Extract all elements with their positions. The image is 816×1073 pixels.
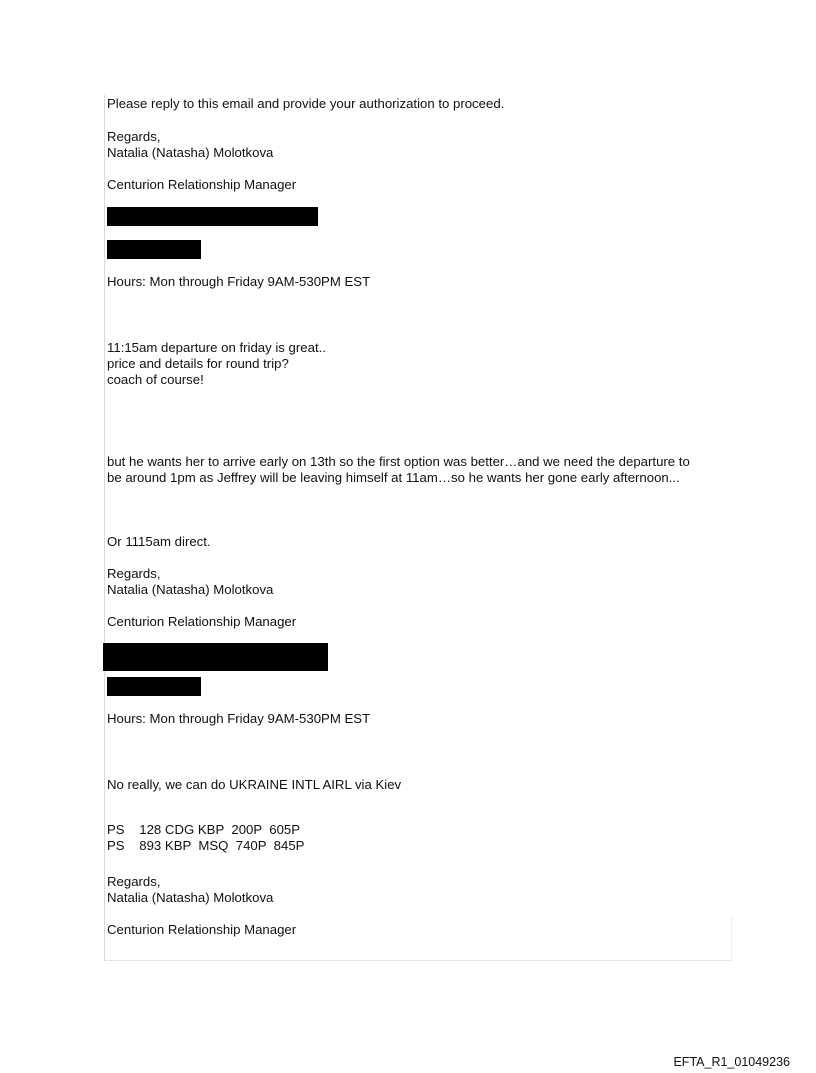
hours-text: Hours: Mon through Friday 9AM-530PM EST [107,274,371,289]
redaction-block [107,240,201,259]
reply-line: 11:15am departure on friday is great.. [107,340,326,355]
quote-bottom-border [104,960,732,961]
regards-text: Regards, [107,566,161,581]
quote-right-border [731,915,732,960]
redaction-block [107,677,201,696]
redaction-block [103,643,328,671]
option-text: Or 1115am direct. [107,534,211,549]
reply-line: but he wants her to arrive early on 13th so the first option was better…and we need the departure to [107,454,690,469]
sender-title: Centurion Relationship Manager [107,922,297,937]
flight-line: PS 128 CDG KBP 200P 605P [107,822,301,838]
redaction-block [107,207,318,226]
document-id: EFTA_R1_01049236 [673,1055,790,1069]
reply-line: be around 1pm as Jeffrey will be leaving himself at 11am…so he wants her gone early afternoon... [107,470,680,485]
sender-name: Natalia (Natasha) Molotkova [107,145,274,160]
sender-title: Centurion Relationship Manager [107,614,297,629]
regards-text: Regards, [107,874,161,889]
reply-line: price and details for round trip? [107,356,289,371]
reply-line: coach of course! [107,372,204,387]
sender-title: Centurion Relationship Manager [107,177,297,192]
regards-text: Regards, [107,129,161,144]
quote-border-line [104,95,105,961]
intro-text: No really, we can do UKRAINE INTL AIRL via Kiev [107,777,402,792]
flight-line: PS 893 KBP MSQ 740P 845P [107,838,305,854]
sender-name: Natalia (Natasha) Molotkova [107,582,274,597]
hours-text: Hours: Mon through Friday 9AM-530PM EST [107,711,371,726]
sender-name: Natalia (Natasha) Molotkova [107,890,274,905]
reply-request-text: Please reply to this email and provide your authorization to proceed. [107,96,505,111]
